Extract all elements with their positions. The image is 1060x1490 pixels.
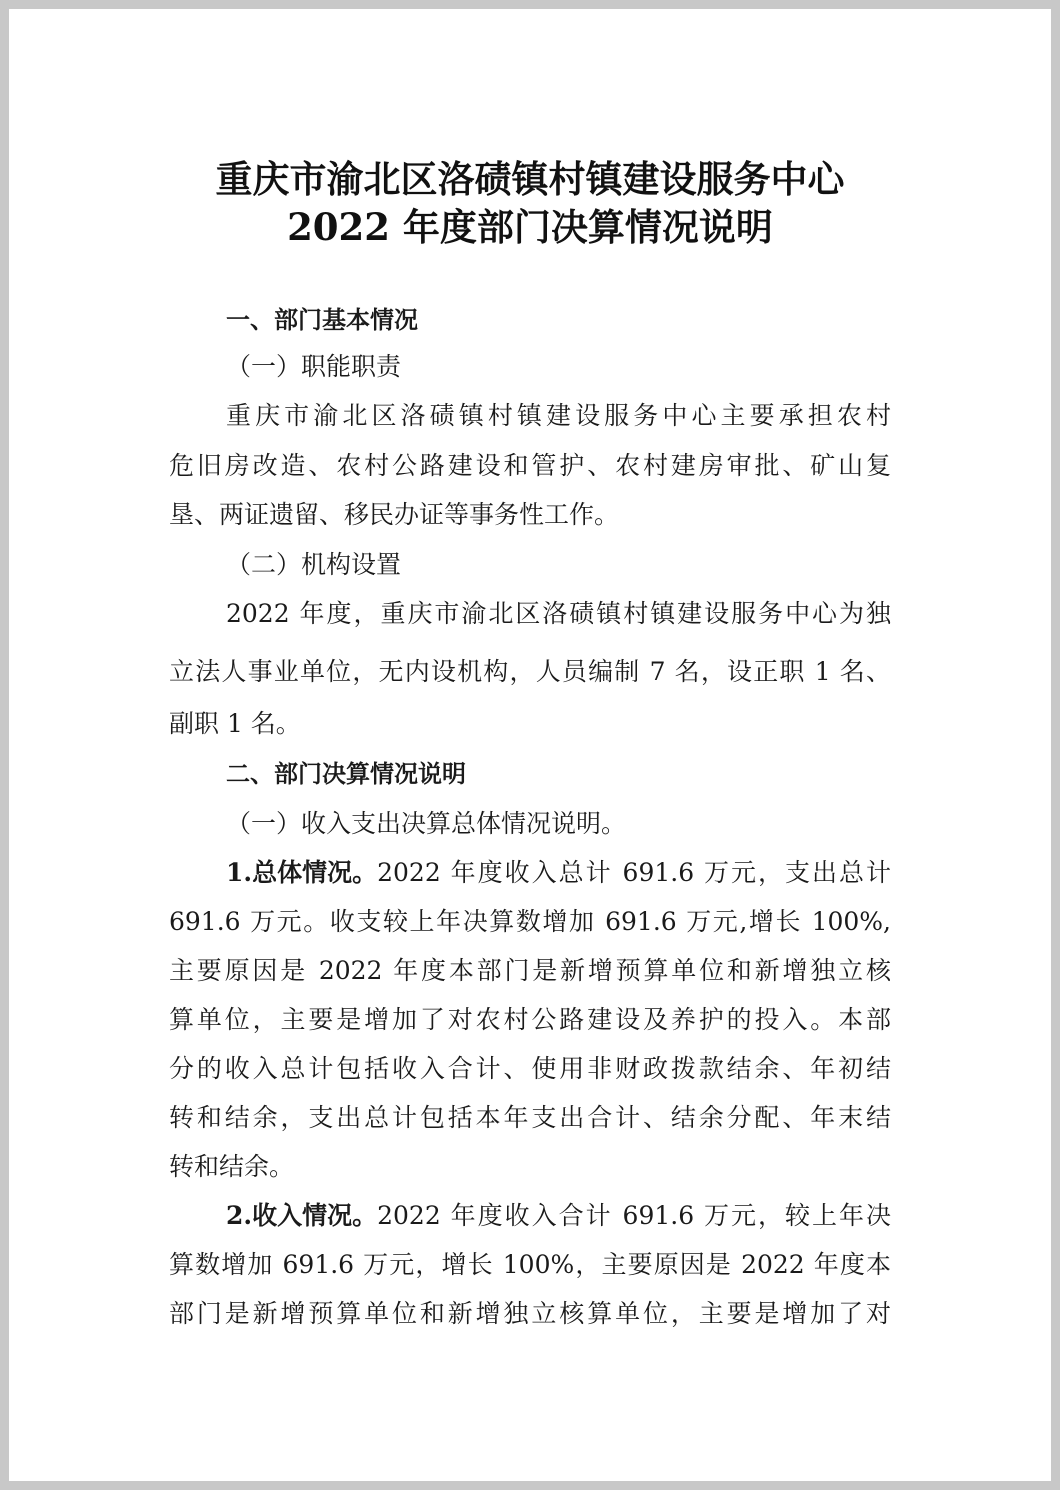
paragraph-line: 转和结余。 — [169, 1152, 295, 1181]
document-title-line1: 重庆市渝北区洛碛镇村镇建设服务中心 — [215, 157, 845, 201]
document-title-line2: 2022 年度部门决算情况说明 — [287, 205, 773, 249]
paragraph-line: 2022 年度收入总计 691.6 万元，支出总计 — [377, 858, 891, 887]
section1-heading: 一、部门基本情况 — [226, 306, 418, 334]
paragraph-line: 算单位，主要是增加了对农村公路建设及养护的投入。本部 — [169, 1005, 891, 1034]
paragraph-line: 副职 1 名。 — [169, 709, 301, 738]
paragraph-line: 主要原因是 2022 年度本部门是新增预算单位和新增独立核 — [169, 956, 891, 985]
overall-label: 1.总体情况。 — [226, 858, 378, 887]
paragraph-line: 转和结余，支出总计包括本年支出合计、结余分配、年末结 — [169, 1103, 891, 1132]
paragraph-line: 2022 年度收入合计 691.6 万元，较上年决 — [377, 1201, 891, 1230]
income-first-line — [226, 1201, 891, 1231]
section1-subheading1: （一）职能职责 — [226, 352, 402, 381]
paragraph-line: 部门是新增预算单位和新增独立核算单位，主要是增加了对 — [169, 1299, 891, 1328]
paragraph-line: 691.6 万元。收支较上年决算数增加 691.6 万元,增长 100%, — [169, 907, 891, 936]
paragraph-line: 分的收入总计包括收入合计、使用非财政拨款结余、年初结 — [169, 1054, 891, 1083]
paragraph-line: 2022 年度，重庆市渝北区洛碛镇村镇建设服务中心为独 — [226, 599, 891, 628]
section2-subheading1: （一）收入支出决算总体情况说明。 — [226, 809, 627, 838]
paragraph-line: 算数增加 691.6 万元，增长 100%，主要原因是 2022 年度本 — [169, 1250, 891, 1279]
paragraph-line: 立法人事业单位，无内设机构，人员编制 7 名，设正职 1 名、 — [169, 657, 891, 686]
section2-heading: 二、部门决算情况说明 — [226, 760, 466, 788]
section1-subheading2: （二）机构设置 — [226, 550, 402, 579]
paragraph-line: 垦、两证遗留、移民办证等事务性工作。 — [169, 500, 620, 529]
income-label: 2.收入情况。 — [226, 1201, 378, 1230]
paragraph-line: 危旧房改造、农村公路建设和管护、农村建房审批、矿山复 — [169, 451, 891, 480]
document-page — [9, 9, 1051, 1481]
overall-first-line — [226, 858, 891, 888]
paragraph-line: 重庆市渝北区洛碛镇村镇建设服务中心主要承担农村 — [226, 401, 891, 430]
